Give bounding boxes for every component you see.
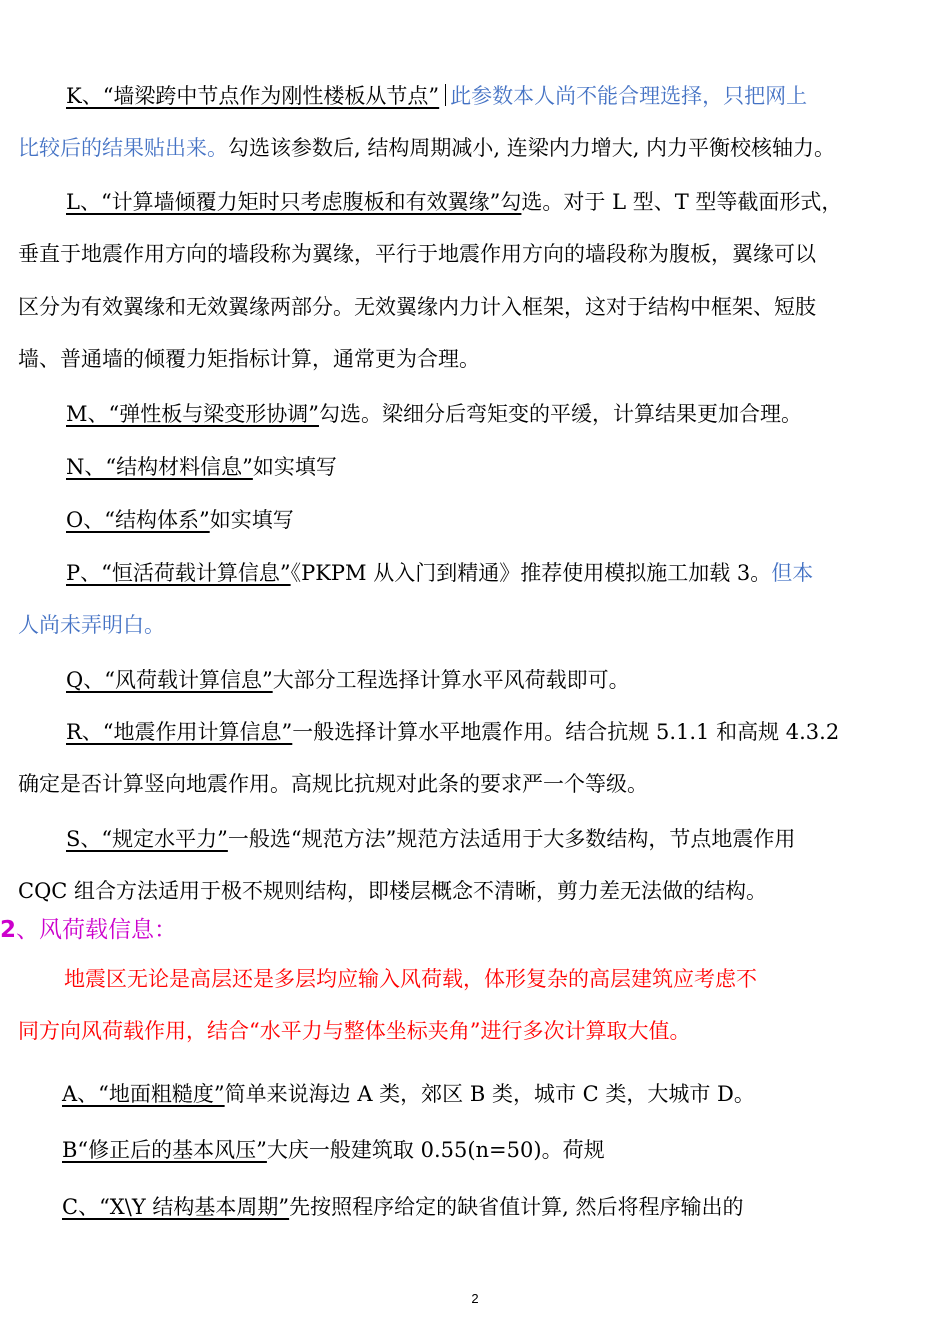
item-s-line-2: CQC 组合方法适用于极不规则结构，即楼层概念不清晰，剪力差无法做的结构。 xyxy=(18,879,768,903)
item-n-title: N、“结构材料信息” xyxy=(66,455,253,479)
section-2-intro-1: 地震区无论是高层还是多层均应输入风荷载，体形复杂的高层建筑应考虑不 xyxy=(64,967,757,991)
item-s-text: 一般选“规范方法”规范方法适用于大多数结构，节点地震作用 xyxy=(227,827,796,851)
item-2b xyxy=(62,1136,950,1164)
item-l-line-1 xyxy=(66,188,950,216)
item-2c-title: C、“X\Y 结构基本周期” xyxy=(62,1195,290,1219)
page-number: 2 xyxy=(471,1291,479,1306)
item-q-text: 大部分工程选择计算水平风荷载即可。 xyxy=(272,668,630,692)
item-r-text: 一般选择计算水平地震作用。结合抗规 5.1.1 和高规 4.3.2 xyxy=(292,720,840,744)
item-r-line-1 xyxy=(66,718,950,746)
item-l-line-4: 墙、普通墙的倾覆力矩指标计算，通常更为合理。 xyxy=(18,347,480,371)
item-p-note-cont: 人尚未弄明白。 xyxy=(18,613,165,637)
text-cursor xyxy=(445,84,446,106)
item-2a xyxy=(62,1080,950,1108)
item-r-line-2: 确定是否计算竖向地震作用。高规比抗规对此条的要求严一个等级。 xyxy=(18,772,648,796)
item-o-text: 如实填写 xyxy=(209,508,294,532)
item-m xyxy=(66,400,950,428)
item-s-title: S、“规定水平力” xyxy=(66,827,228,851)
item-r-title: R、“地震作用计算信息” xyxy=(66,720,293,744)
item-k-title: K、“墙梁跨中节点作为刚性楼板从节点” xyxy=(66,84,440,108)
section-2-title: 、风荷载信息： xyxy=(16,917,178,943)
item-s-line-1 xyxy=(66,825,950,853)
item-2b-title: B“修正后的基本风压” xyxy=(62,1138,267,1162)
item-o xyxy=(66,506,950,534)
item-l-line-2: 垂直于地震作用方向的墙段称为翼缘，平行于地震作用方向的墙段称为腹板，翼缘可以 xyxy=(18,242,816,266)
item-k-text: 勾选该参数后, 结构周期减小, 连梁内力增大, 内力平衡校核轴力。 xyxy=(228,136,836,160)
section-2-intro-2: 同方向风荷载作用，结合“水平力与整体坐标夹角”进行多次计算取大值。 xyxy=(18,1019,691,1043)
item-k-note: 此参数本人尚不能合理选择，只把网上 xyxy=(450,84,808,108)
item-n xyxy=(66,453,950,481)
item-q-title: Q、“风荷载计算信息” xyxy=(66,668,273,692)
item-n-text: 如实填写 xyxy=(252,455,337,479)
section-2-heading xyxy=(0,916,950,944)
item-m-title: M、“弹性板与梁变形协调” xyxy=(66,402,319,426)
item-m-text: 勾选。梁细分后弯矩变的平缓，计算结果更加合理。 xyxy=(318,402,802,426)
item-2a-title: A、“地面粗糙度” xyxy=(62,1082,225,1106)
item-2c xyxy=(62,1193,950,1221)
item-q xyxy=(66,666,950,694)
item-o-title: O、“结构体系” xyxy=(66,508,210,532)
item-p-line-1 xyxy=(66,559,950,587)
item-p-text: 《PKPM 从入门到精通》推荐使用模拟施工加载 3。 xyxy=(290,561,772,585)
section-2-number: 2 xyxy=(0,917,17,943)
item-k-line-2 xyxy=(18,134,948,162)
item-k-note-cont: 比较后的结果贴出来。 xyxy=(18,136,228,160)
item-2b-text: 大庆一般建筑取 0.55(n=50)。荷规 xyxy=(266,1138,605,1162)
item-2c-text: 先按照程序给定的缺省值计算, 然后将程序输出的 xyxy=(289,1195,744,1219)
item-2a-text: 简单来说海边 A 类，郊区 B 类，城市 C 类，大城市 D。 xyxy=(224,1082,755,1106)
item-p-title: P、“恒活荷载计算信息” xyxy=(66,561,291,585)
item-l-text: 选。对于 L 型、T 型等截面形式， xyxy=(521,190,843,214)
item-l-line-3: 区分为有效翼缘和无效翼缘两部分。无效翼缘内力计入框架，这对于结构中框架、短肢 xyxy=(18,295,816,319)
item-k-line-1 xyxy=(66,82,950,110)
item-p-note: 但本 xyxy=(771,561,814,585)
item-l-title: L、“计算墙倾覆力矩时只考虑腹板和有效翼缘”勾 xyxy=(66,190,522,214)
